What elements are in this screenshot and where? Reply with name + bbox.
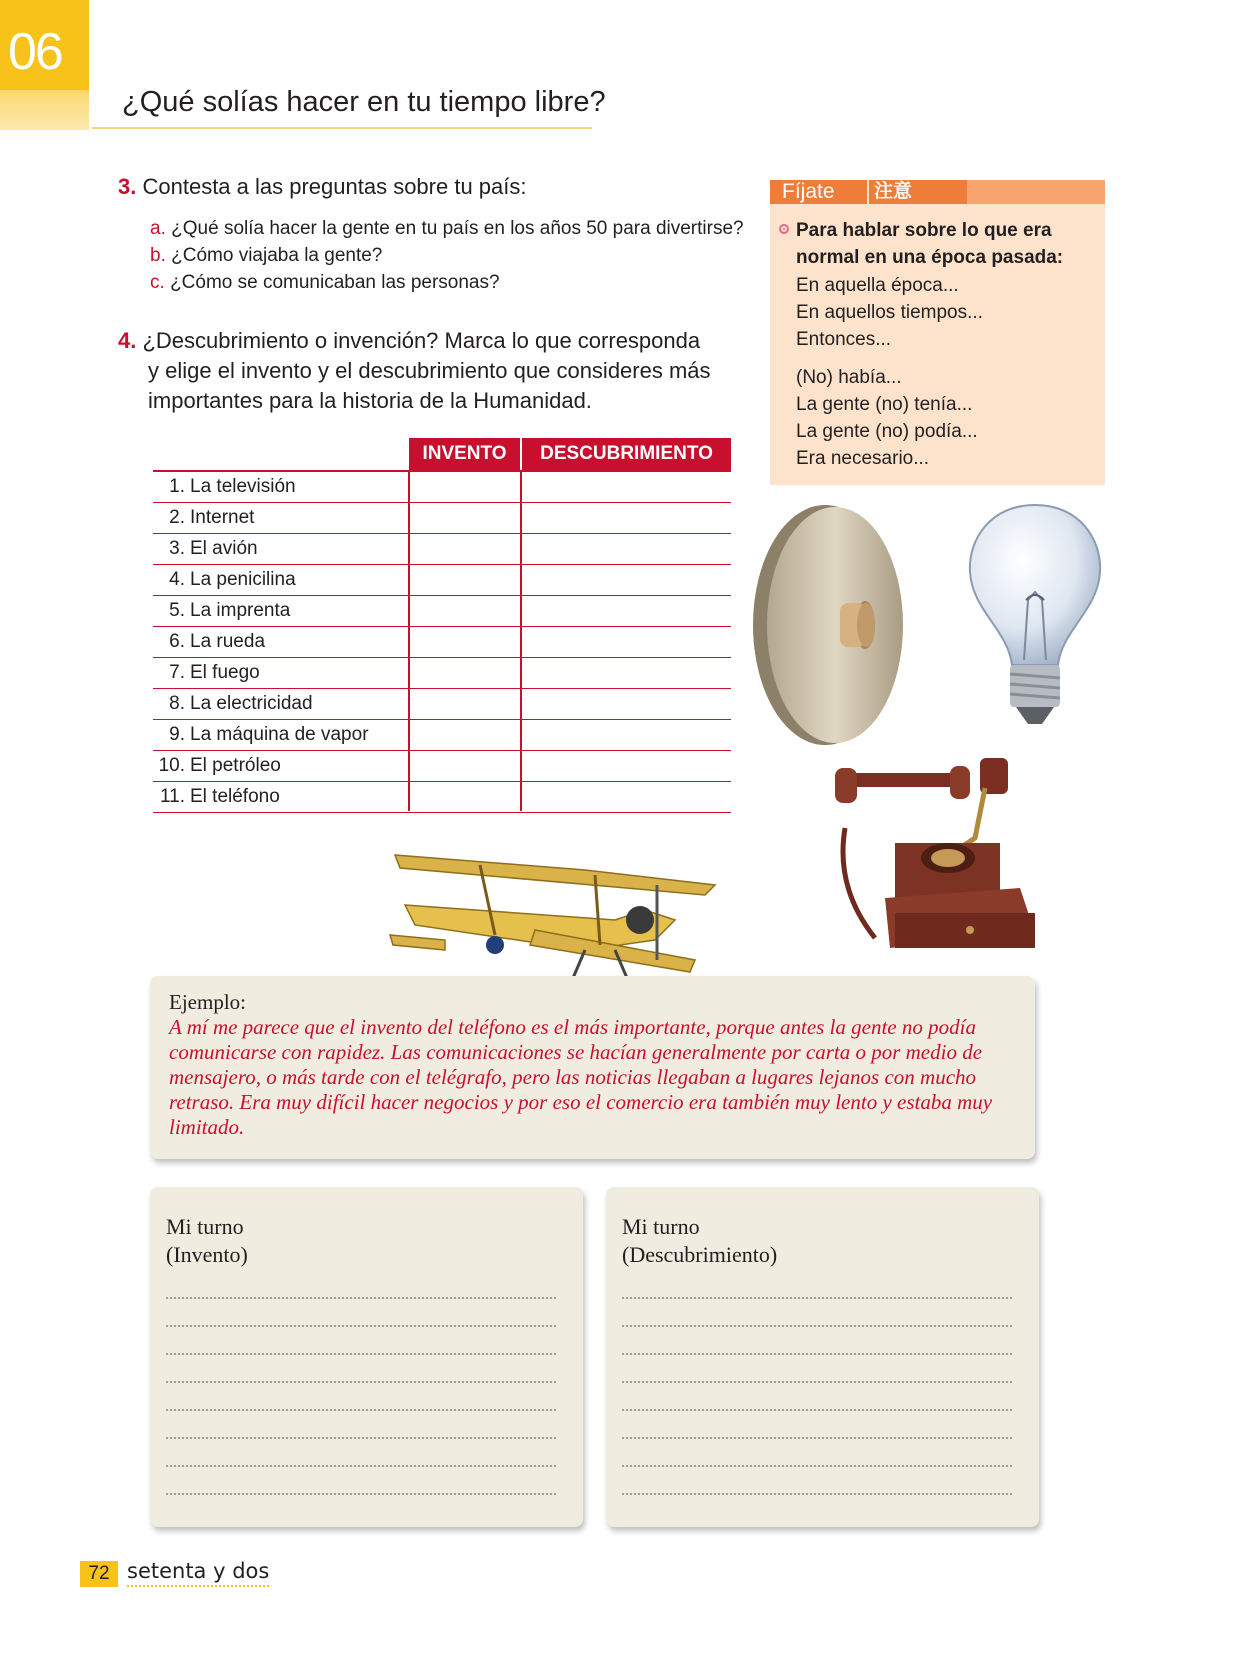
- invento-cell[interactable]: [410, 471, 520, 502]
- writing-line[interactable]: [622, 1353, 1012, 1355]
- table-row: [153, 626, 731, 658]
- invento-cell[interactable]: [410, 750, 520, 781]
- my-turn-discovery-title: Mi turno (Descubrimiento): [622, 1214, 778, 1267]
- fijate-title: Fíjate: [782, 180, 835, 203]
- my-turn-discovery-box: [606, 1187, 1039, 1527]
- descubrimiento-cell[interactable]: [522, 626, 731, 657]
- exercise-3-number: 3.: [118, 174, 137, 199]
- page-title: ¿Qué solías hacer en tu tiempo libre?: [122, 86, 606, 118]
- table-row: [153, 719, 731, 751]
- fijate-group-2: [796, 364, 978, 472]
- table-row: [153, 564, 731, 596]
- exercise-4-prompt: [118, 326, 738, 416]
- table-row: [153, 595, 731, 627]
- fijate-phrase: La gente (no) podía...: [796, 421, 978, 442]
- fijate-phrase: En aquellos tiempos...: [796, 302, 983, 323]
- table-row: [153, 750, 731, 782]
- stone-wheel-illustration: [740, 500, 910, 750]
- descubrimiento-cell[interactable]: [522, 595, 731, 626]
- vintage-telephone-illustration: [835, 758, 1045, 963]
- table-row: [153, 688, 731, 720]
- table-row-label: 6. La rueda: [169, 631, 266, 652]
- header-descubrimiento: DESCUBRIMIENTO: [522, 438, 731, 470]
- table-row-label: 3. El avión: [169, 538, 258, 559]
- descubrimiento-cell[interactable]: [522, 564, 731, 595]
- writing-line[interactable]: [166, 1465, 556, 1467]
- exercise-4-line-2: y elige el invento y el descubrimiento que consideres más: [148, 358, 711, 383]
- example-label: Ejemplo:: [169, 990, 246, 1014]
- descubrimiento-cell[interactable]: [522, 471, 731, 502]
- table-row-label: 5. La imprenta: [169, 600, 291, 621]
- table-row-label: 11. El teléfono: [159, 786, 280, 807]
- fijate-title-chinese: 注意: [874, 181, 913, 202]
- fijate-phrase: Entonces...: [796, 329, 892, 350]
- invento-cell[interactable]: [410, 657, 520, 688]
- invento-cell[interactable]: [410, 595, 520, 626]
- writing-line[interactable]: [166, 1437, 556, 1439]
- page-number-words: setenta y dos: [127, 1559, 269, 1587]
- writing-line[interactable]: [166, 1325, 556, 1327]
- table-row: [153, 502, 731, 534]
- invento-cell[interactable]: [410, 719, 520, 750]
- table-row-label: 8. La electricidad: [169, 693, 313, 714]
- writing-line[interactable]: [166, 1381, 556, 1383]
- writing-line[interactable]: [166, 1493, 556, 1495]
- my-turn-invention-title: Mi turno (Invento): [166, 1214, 248, 1267]
- table-row-label: 7. El fuego: [169, 662, 260, 683]
- question-c: c. ¿Cómo se comunicaban las personas?: [150, 272, 500, 293]
- writing-line[interactable]: [166, 1409, 556, 1411]
- table-row-label: 2. Internet: [169, 507, 255, 528]
- invento-cell[interactable]: [410, 626, 520, 657]
- writing-line[interactable]: [622, 1437, 1012, 1439]
- header-invento: INVENTO: [409, 438, 520, 470]
- fijate-phrase: En aquella época...: [796, 275, 959, 296]
- descubrimiento-cell[interactable]: [522, 719, 731, 750]
- table-row: [153, 657, 731, 689]
- writing-line[interactable]: [622, 1409, 1012, 1411]
- writing-line[interactable]: [622, 1381, 1012, 1383]
- fijate-box: [770, 180, 1105, 485]
- exercise-4-line-3: importantes para la historia de la Humanidad.: [148, 388, 592, 413]
- example-text: A mí me parece que el invento del teléfono es el más importante, porque antes la gente no podía comunicarse con rapidez. Las comunicaciones se hacían generalmente por carta o por medio de mensajero, o más tarde con el telégrafo, pero las noticias llegaban a lugares lejanos con mucho retraso. Era muy difícil hacer negocios y por eso el comercio era también muy lento y estaba muy limitado.: [169, 1015, 993, 1139]
- writing-line[interactable]: [622, 1493, 1012, 1495]
- page-number: 72: [80, 1561, 118, 1587]
- writing-line[interactable]: [166, 1297, 556, 1299]
- table-row-label: 9. La máquina de vapor: [169, 724, 369, 745]
- chapter-number: 06: [8, 23, 62, 81]
- table-row: [153, 533, 731, 565]
- light-bulb-illustration: [960, 500, 1110, 735]
- invento-cell[interactable]: [410, 533, 520, 564]
- invento-cell[interactable]: [410, 502, 520, 533]
- exercise-3-text: Contesta a las preguntas sobre tu país:: [142, 174, 527, 199]
- exercise-4-line-1: 4. ¿Descubrimiento o invención? Marca lo que corresponda: [118, 328, 701, 353]
- writing-line[interactable]: [622, 1325, 1012, 1327]
- title-underline: [92, 127, 592, 129]
- writing-line[interactable]: [622, 1297, 1012, 1299]
- descubrimiento-cell[interactable]: [522, 688, 731, 719]
- bullet-icon: [779, 224, 789, 234]
- descubrimiento-cell[interactable]: [522, 781, 731, 812]
- table-row-label: 1. La televisión: [169, 476, 296, 497]
- fijate-group-1: [796, 272, 983, 353]
- example-box: [150, 976, 1035, 1159]
- invento-cell[interactable]: [410, 688, 520, 719]
- descubrimiento-cell[interactable]: [522, 750, 731, 781]
- chapter-tab-gradient: [0, 90, 89, 130]
- table-row-label: 4. La penicilina: [169, 569, 296, 590]
- question-a: a. ¿Qué solía hacer la gente en tu país en los años 50 para divertirse?: [150, 218, 744, 239]
- my-turn-invention-box: [150, 1187, 583, 1527]
- invento-cell[interactable]: [410, 564, 520, 595]
- question-b: b. ¿Cómo viajaba la gente?: [150, 245, 383, 266]
- descubrimiento-cell[interactable]: [522, 657, 731, 688]
- invento-cell[interactable]: [410, 781, 520, 812]
- exercise-3-prompt: [118, 174, 527, 200]
- exercise-3-questions: [150, 215, 744, 296]
- fijate-phrase: La gente (no) tenía...: [796, 394, 973, 415]
- fijate-lead: Para hablar sobre lo que era normal en una época pasada:: [796, 220, 1064, 268]
- table-row-label: 10. El petróleo: [158, 755, 281, 776]
- writing-line[interactable]: [166, 1353, 556, 1355]
- fijate-phrase: Era necesario...: [796, 448, 930, 469]
- descubrimiento-cell[interactable]: [522, 533, 731, 564]
- descubrimiento-cell[interactable]: [522, 502, 731, 533]
- writing-line[interactable]: [622, 1465, 1012, 1467]
- exercise-4-number: 4.: [118, 328, 137, 353]
- fijate-phrase: (No) había...: [796, 367, 902, 388]
- table-row: [153, 781, 731, 813]
- table-row: [153, 471, 731, 503]
